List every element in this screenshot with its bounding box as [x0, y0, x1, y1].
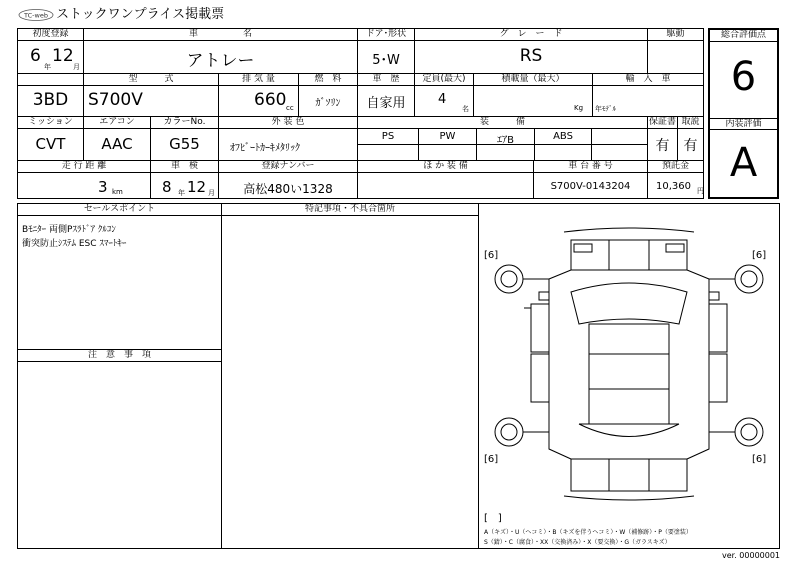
equipment-item: PW — [439, 131, 456, 142]
displacement-unit: cc — [286, 104, 294, 112]
color-no-header: カラーNo. — [163, 117, 206, 127]
drive-header: 駆動 — [666, 29, 685, 39]
deposit-unit: 円 — [697, 187, 704, 195]
first-reg-year-unit: 年 — [44, 63, 51, 71]
capacity-value: 4 — [438, 92, 447, 107]
mission-header: ミッション — [28, 117, 73, 127]
car-name-header: 車 名 — [188, 29, 252, 39]
inspection-year: 8 — [162, 178, 172, 196]
mileage-header: 走 行 距 離 — [61, 161, 107, 171]
mileage-unit: km — [112, 188, 123, 196]
chassis-no-header: 車 台 番 号 — [568, 161, 613, 171]
first-reg-month-unit: 月 — [73, 63, 80, 71]
model-prefix: 3BD — [32, 90, 69, 110]
grade-value: RS — [519, 46, 543, 66]
import-header: 輸 入 車 — [625, 74, 671, 84]
plate-value: 高松480い1328 — [243, 182, 333, 196]
chassis-no-value: S700V-0143204 — [550, 181, 631, 192]
tire-label-rear-left: [6] — [484, 454, 499, 465]
tire-label-front-left: [6] — [484, 250, 499, 261]
rating-box — [708, 28, 779, 199]
model-header: 型 式 — [128, 74, 174, 84]
first-reg-month: 12 — [52, 46, 74, 66]
spare-tire-label: [ ] — [484, 513, 502, 524]
inspection-month: 12 — [187, 178, 207, 196]
exterior-value: ｵﾌﾋﾞｰﾄｶｰｷﾒﾀﾘｯｸ — [230, 143, 300, 154]
fuel-header: 燃 料 — [314, 74, 342, 84]
displacement-header: 排 気 量 — [242, 74, 275, 84]
load-unit: Kg — [574, 104, 584, 112]
displacement-value: 660 — [254, 90, 287, 110]
tire-label-front-right: [6] — [752, 250, 767, 261]
logo — [18, 7, 54, 21]
door-shape-value: 5･W — [372, 53, 400, 68]
warranty-header: 保証書 — [648, 117, 676, 127]
sales-points-header: セールスポイント — [83, 204, 156, 214]
model-value: S700V — [88, 90, 143, 110]
legend-line: S（錆）・C（腐食）・XX（交換済み）・X（要交換）・G（ガラスキズ） — [484, 539, 671, 546]
manual-header: 取説 — [681, 117, 700, 127]
inspection-month-unit: 月 — [208, 189, 215, 197]
capacity-header: 定員(最大) — [422, 74, 466, 84]
sales-point-line: Bﾓﾆﾀｰ 両側Pｽﾗﾄﾞｱ ｸﾙｺﾝ — [22, 225, 116, 235]
manual-value: 有 — [683, 138, 698, 154]
sales-point-line: 衝突防止ｼｽﾃﾑ ESC ｽﾏｰﾄｷｰ — [22, 239, 127, 249]
deposit-header: 預託金 — [661, 161, 689, 171]
load-header: 積載量（最大） — [501, 74, 565, 84]
fuel-value: ｶﾞｿﾘﾝ — [315, 98, 341, 109]
mission-value: CVT — [35, 135, 66, 153]
aircon-value: AAC — [101, 135, 133, 153]
version: ver. 00000001 — [722, 551, 781, 560]
interior-score: A — [729, 140, 758, 186]
car-damage-diagram — [479, 204, 779, 548]
capacity-unit: 名 — [462, 105, 469, 113]
tire-label-rear-right: [6] — [752, 454, 767, 465]
car-name-value: アトレー — [186, 51, 255, 71]
history-value: 自家用 — [366, 96, 406, 111]
aircon-header: エアコン — [99, 117, 135, 127]
equipment-header: 装 備 — [479, 117, 525, 127]
inspection-year-unit: 年 — [178, 189, 185, 197]
history-header: 車 歴 — [372, 74, 400, 84]
import-model-year: 年ﾓﾃﾞﾙ — [595, 105, 616, 113]
grade-header: グ レ ー ド — [499, 29, 563, 39]
exterior-header: 外 装 色 — [271, 117, 305, 127]
other-equip-header: ほ か 装 備 — [423, 161, 468, 171]
equipment-item: PS — [381, 131, 395, 142]
equipment-item: ｴｱB — [497, 135, 514, 146]
first-reg-header: 初度登録 — [32, 29, 69, 39]
overall-header: 総合評価点 — [720, 30, 766, 40]
plate-header: 登録ナンバー — [261, 161, 315, 171]
interior-header: 内装評価 — [725, 119, 762, 129]
door-shape-header: ドア･形状 — [365, 29, 407, 39]
remarks-header: 特記事項・不具合箇所 — [304, 204, 395, 214]
deposit-value: 10,360 — [656, 181, 691, 192]
page-title: ストックワンプライス掲載票 — [56, 7, 225, 22]
logo-text: TC-web — [24, 11, 48, 20]
first-reg-year: 6 — [30, 46, 41, 66]
inspection-header: 車 検 — [170, 161, 198, 171]
legend-line: A（キズ）・U（ヘコミ）・B（キズを伴うヘコミ）・W（補修跡）・P（要塗装） — [484, 529, 692, 536]
color-no-value: G55 — [169, 135, 200, 153]
mileage-value: 3 — [98, 178, 108, 196]
warranty-value: 有 — [655, 138, 670, 154]
cautions-header: 注 意 事 項 — [87, 350, 151, 360]
overall-score: 6 — [730, 54, 757, 100]
equipment-item: ABS — [553, 131, 573, 142]
